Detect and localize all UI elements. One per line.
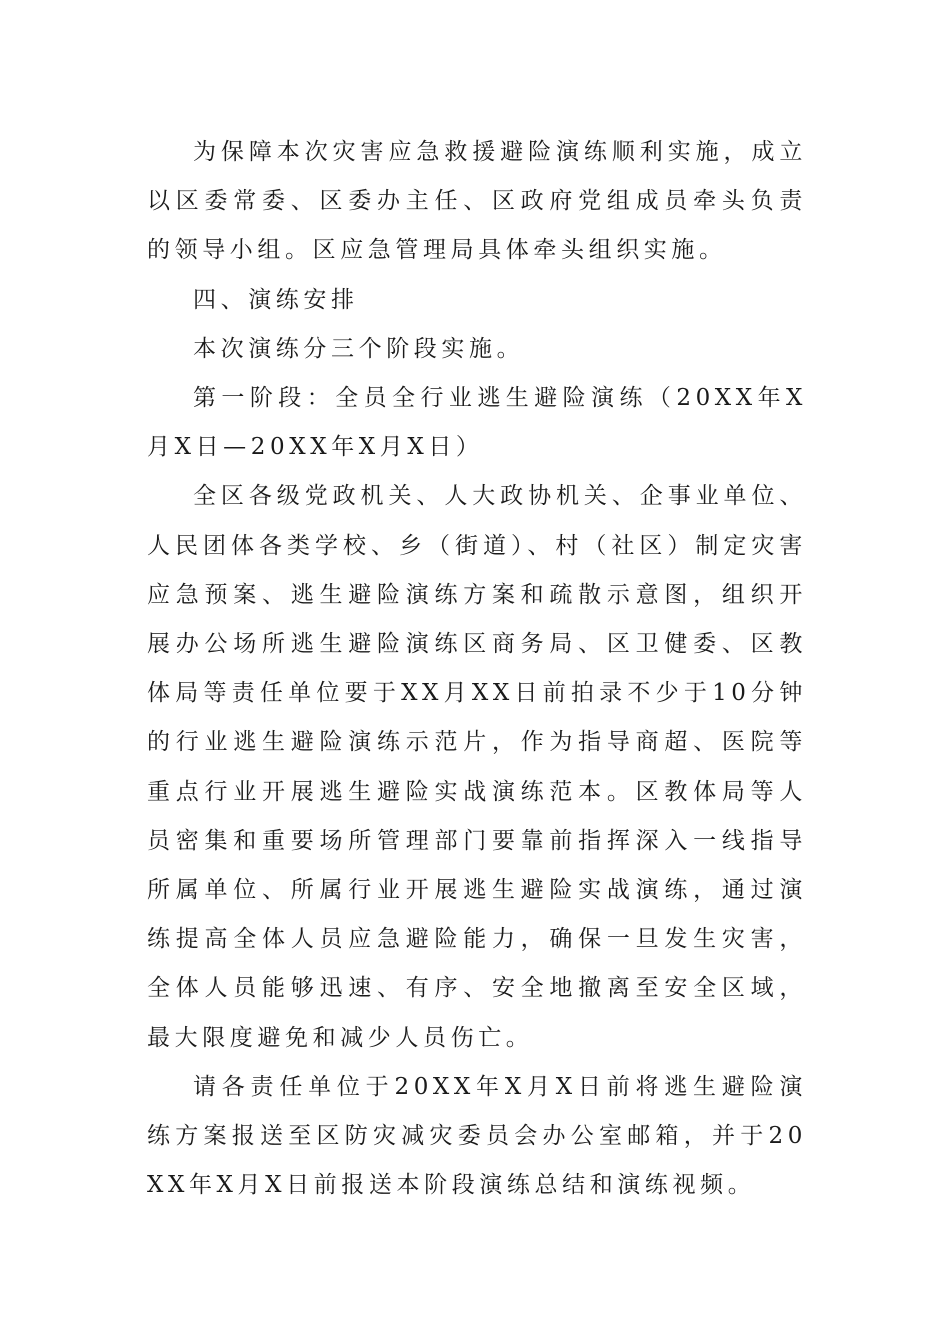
paragraph-stage-one-content: 全区各级党政机关、人大政协机关、企事业单位、人民团体各类学校、乡（街道）、村（社区）制定灾害应急预案、逃生避险演练方案和疏散示意图，组织开展办公场所逃生避险演练区商务局、区卫健委、区教体局等责任单位要于XX月XX日前拍录不少于10分钟的行业逃生避险演练示范片，作为指导商超、医院等重点行业开展逃生避险实战演练范本。区教体局等人员密集和重要场所管理部门要靠前指挥深入一线指导所属单位、所属行业开展逃生避险实战演练，通过演练提高全体人员应急避险能力，确保一旦发生灾害，全体人员能够迅速、有序、安全地撤离至安全区域，最大限度避免和减少人员伤亡。	[147, 483, 807, 1051]
section-heading-drill-arrangement: 四、演练安排	[193, 286, 359, 313]
paragraph-stage-one-title: 第一阶段：全员全行业逃生避险演练（20XX年X月X日—20XX年X月X日）	[147, 385, 807, 461]
paragraph-three-stages: 本次演练分三个阶段实施。	[193, 335, 525, 362]
document-body	[147, 128, 807, 1210]
paragraph-leadership-group: 为保障本次灾害应急救援避险演练顺利实施，成立以区委常委、区委办主任、区政府党组成员牵头负责的领导小组。区应急管理局具体牵头组织实施。	[147, 139, 807, 264]
paragraph-submission-deadline: 请各责任单位于20XX年X月X日前将逃生避险演练方案报送至区防灾减灾委员会办公室邮箱，并于20XX年X月X日前报送本阶段演练总结和演练视频。	[147, 1073, 807, 1199]
